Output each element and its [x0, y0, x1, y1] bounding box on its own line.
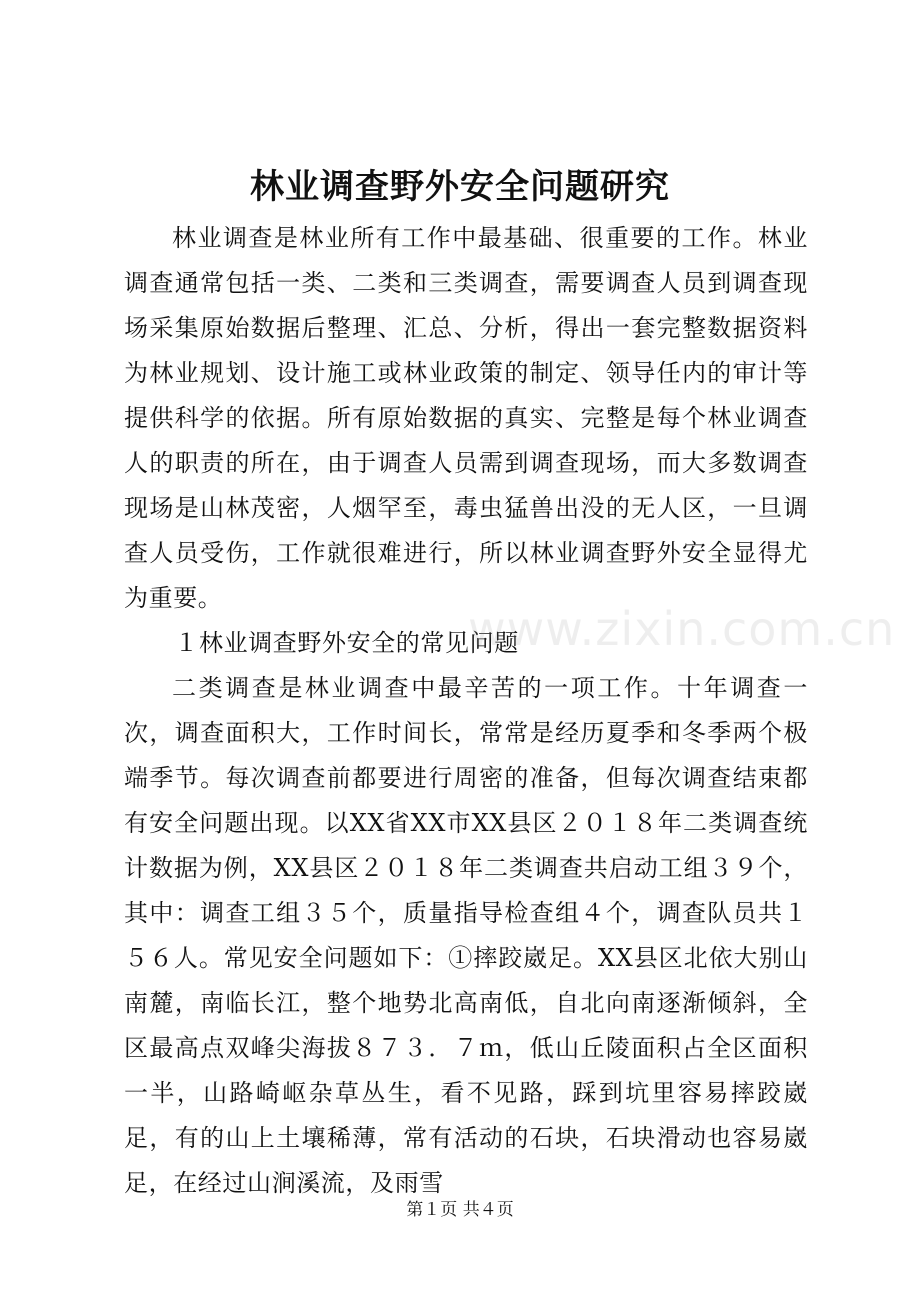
page-number-footer: 第１页 共４页	[406, 1200, 514, 1220]
section-heading: １林业调查野外安全的常见问题	[174, 629, 519, 657]
body-paragraph: 二类调查是林业调查中最辛苦的一项工作。十年调查一次，调查面积大，工作时间长，常常是经历夏季和冬季两个极端季节。每次调查前都要进行周密的准备，但每次调查结束都有安全问题出现。以XX省XX市XX县区２０１８年二类调查统计数据为例，XX县区２０１８年二类调查共启动工组３９个，其中：调查工组３５个，质量指导检查组４个，调查队员共１５６人。常见安全问题如下：①摔跤崴足。XX县区北依大别山南麓，南临长江，整个地势北高南低，自北向南逐渐倾斜，全区最高点双峰尖海拔８７３．７ｍ，低山丘陵面积占全区面积一半，山路崎岖杂草丛生，看不见路，踩到坑里容易摔跤崴足，有的山上土壤稀薄，常有活动的石块，石块滑动也容易崴足，在经过山涧溪流，及雨雪	[124, 674, 808, 1197]
intro-paragraph: 林业调查是林业所有工作中最基础、很重要的工作。林业调查通常包括一类、二类和三类调查，需要调查人员到调查现场采集原始数据后整理、汇总、分析，得出一套完整数据资料为林业规划、设计施工或林业政策的制定、领导任内的审计等提供科学的依据。所有原始数据的真实、完整是每个林业调查人的职责的所在，由于调查人员需到调查现场，而大多数调查现场是山林茂密，人烟罕至，毒虫猛兽出没的无人区，一旦调查人员受伤，工作就很难进行，所以林业调查野外安全显得尤为重要。	[124, 224, 808, 612]
page-title: 林业调查野外安全问题研究	[250, 167, 670, 207]
watermark-text: www.zixin.com.cn	[468, 602, 896, 656]
document-body	[124, 216, 808, 1206]
